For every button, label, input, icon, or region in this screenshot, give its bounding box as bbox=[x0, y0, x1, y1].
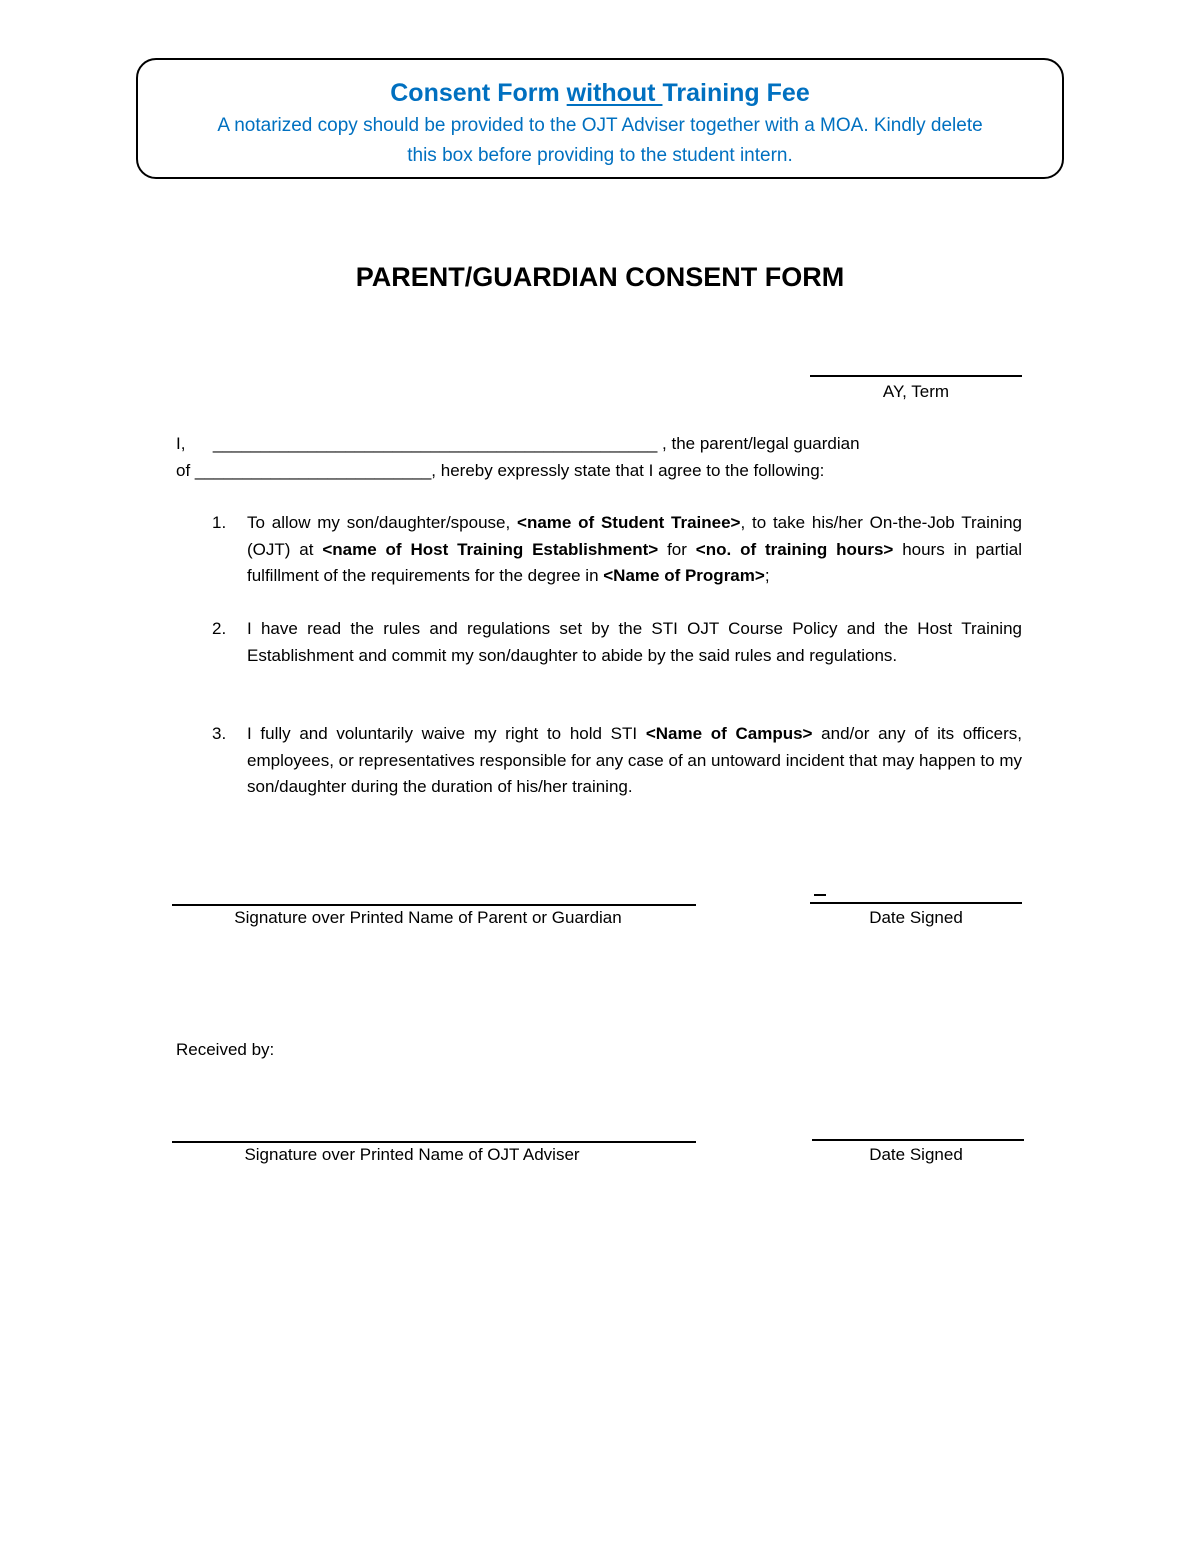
item-body-3 bbox=[247, 721, 1022, 801]
notice-title-underlined: without bbox=[566, 79, 663, 107]
student-name-blank: _________________________ bbox=[194, 461, 432, 480]
adviser-signature-caption: Signature over Printed Name of OJT Adviser bbox=[244, 1145, 580, 1164]
notice-line-2: this box before providing to the student intern. bbox=[407, 145, 793, 166]
parent-signature-line bbox=[172, 904, 696, 906]
item-number-2: 2. bbox=[212, 619, 227, 638]
notice-title-pre: Consent Form bbox=[390, 79, 567, 107]
received-by-label: Received by: bbox=[176, 1040, 275, 1059]
date-dash-mark bbox=[814, 894, 826, 896]
item-text: ; bbox=[764, 566, 770, 585]
parent-signature-caption: Signature over Printed Name of Parent or Guardian bbox=[234, 908, 622, 927]
item-text: and/or any of its officers, employees, or representatives responsible for any case of an untoward incident that may happen to my son/daughter during the duration of his/her training. bbox=[247, 724, 1022, 796]
item-text: for bbox=[658, 539, 696, 559]
placeholder-field: <name of Student Trainee> bbox=[517, 513, 741, 532]
intro-of: of bbox=[176, 461, 191, 480]
adviser-signature-line bbox=[172, 1141, 696, 1143]
form-title: PARENT/GUARDIAN CONSENT FORM bbox=[355, 262, 845, 292]
parent-name-blank: _______________________________________________ bbox=[212, 434, 658, 453]
intro-line-2 bbox=[176, 459, 824, 483]
item-number-1: 1. bbox=[212, 513, 227, 532]
placeholder-field: <Name of Campus> bbox=[645, 724, 813, 743]
item-text: I fully and voluntarily waive my right to hold STI bbox=[247, 724, 646, 743]
adviser-date-caption: Date Signed bbox=[869, 1145, 963, 1164]
item-text: , to take his/her On-the-Job Training (OJT) at bbox=[247, 513, 1022, 559]
intro-i: I, bbox=[176, 434, 186, 453]
notice-title-post: Training Fee bbox=[662, 79, 810, 107]
intro-line-2-end: , hereby expressly state that I agree to the following: bbox=[431, 461, 825, 480]
item-text: I have read the rules and regulations set by the STI OJT Course Policy and the Host Training Establishment and commit my son/daughter to abide by the said rules and regulations. bbox=[247, 619, 1022, 665]
notice-line-1: A notarized copy should be provided to the OJT Adviser together with a MOA. Kindly delete bbox=[217, 115, 983, 136]
placeholder-field: <name of Host Training Establishment> bbox=[322, 539, 659, 559]
item-body-2 bbox=[247, 616, 1022, 669]
placeholder-field: <no. of training hours> bbox=[695, 539, 894, 559]
intro-line-1-end: , the parent/legal guardian bbox=[662, 434, 860, 453]
parent-date-caption: Date Signed bbox=[869, 908, 963, 927]
notice-title bbox=[138, 77, 1062, 109]
adviser-date-line bbox=[812, 1139, 1024, 1141]
instruction-notice-box bbox=[136, 58, 1064, 179]
ay-term-line bbox=[810, 375, 1022, 377]
placeholder-field: <Name of Program> bbox=[603, 566, 765, 585]
item-text: hours in partial fulfillment of the requirements for the degree in bbox=[247, 539, 1022, 585]
item-body-1 bbox=[247, 510, 1022, 590]
ay-term-label: AY, Term bbox=[882, 382, 950, 401]
parent-date-line bbox=[810, 902, 1022, 904]
item-number-3: 3. bbox=[212, 724, 227, 743]
intro-line-1 bbox=[176, 432, 860, 456]
item-text: To allow my son/daughter/spouse, bbox=[247, 513, 518, 532]
